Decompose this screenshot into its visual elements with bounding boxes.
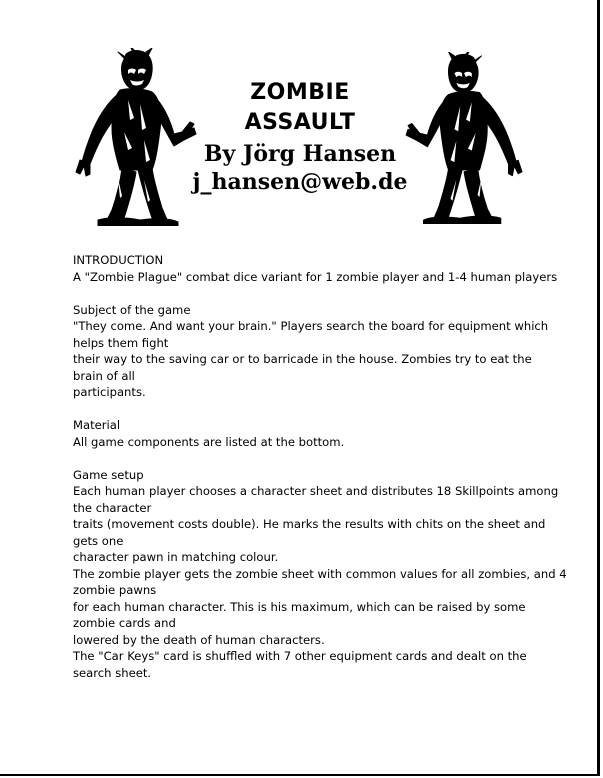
subject-line: participants. [73,385,146,399]
setup-line: The zombie player gets the zombie sheet with common values for all zombies, and 4 [73,566,567,581]
setup-line: the character [73,500,152,515]
introduction-line: A "Zombie Plague" combat dice variant for 1 zombie player and 1-4 human players [73,269,558,284]
zombie-left-icon [70,48,198,226]
title-line-2: ASSAULT [244,110,356,135]
subject-line: "They come. And want your brain." Players search the board for equipment which [73,319,549,333]
zombie-illustration-left [70,48,198,226]
setup-line: for each human character. This is his maximum, which can be raised by some [73,599,526,614]
setup-line: search sheet. [73,665,152,680]
setup-line: traits (movement costs double). He marks the results with chits on the sheet and [73,517,546,531]
setup-line: Each human player chooses a character sheet and distributes 18 Skillpoints among [73,484,559,498]
section-heading-material: Material [73,418,121,432]
section-heading-subject: Subject of the game [73,302,191,317]
subject-line: their way to the saving car or to barricade in the house. Zombies try to eat the [73,352,532,366]
setup-line: gets one [73,533,124,548]
setup-line: character pawn in matching colour. [73,550,279,564]
section-heading-setup: Game setup [73,467,144,482]
setup-line: zombie pawns [73,583,157,597]
title-line-1: ZOMBIE [250,80,350,105]
author-email: j_hansen@web.de [192,169,408,195]
zombie-right-icon [402,52,530,224]
section-heading-introduction: INTRODUCTION [73,253,164,267]
document-body [73,252,567,681]
zombie-illustration-right [402,52,530,224]
material-line: All game components are listed at the bottom. [73,434,345,449]
subject-line: helps them fight [73,335,169,350]
title-block [180,78,420,196]
setup-line: lowered by the death of human characters. [73,632,325,647]
author-line: By Jörg Hansen [203,141,397,167]
setup-line: zombie cards and [73,616,176,630]
setup-line: The "Car Keys" card is shuffled with 7 other equipment cards and dealt on the [73,649,527,663]
subject-line: brain of all [73,368,135,383]
